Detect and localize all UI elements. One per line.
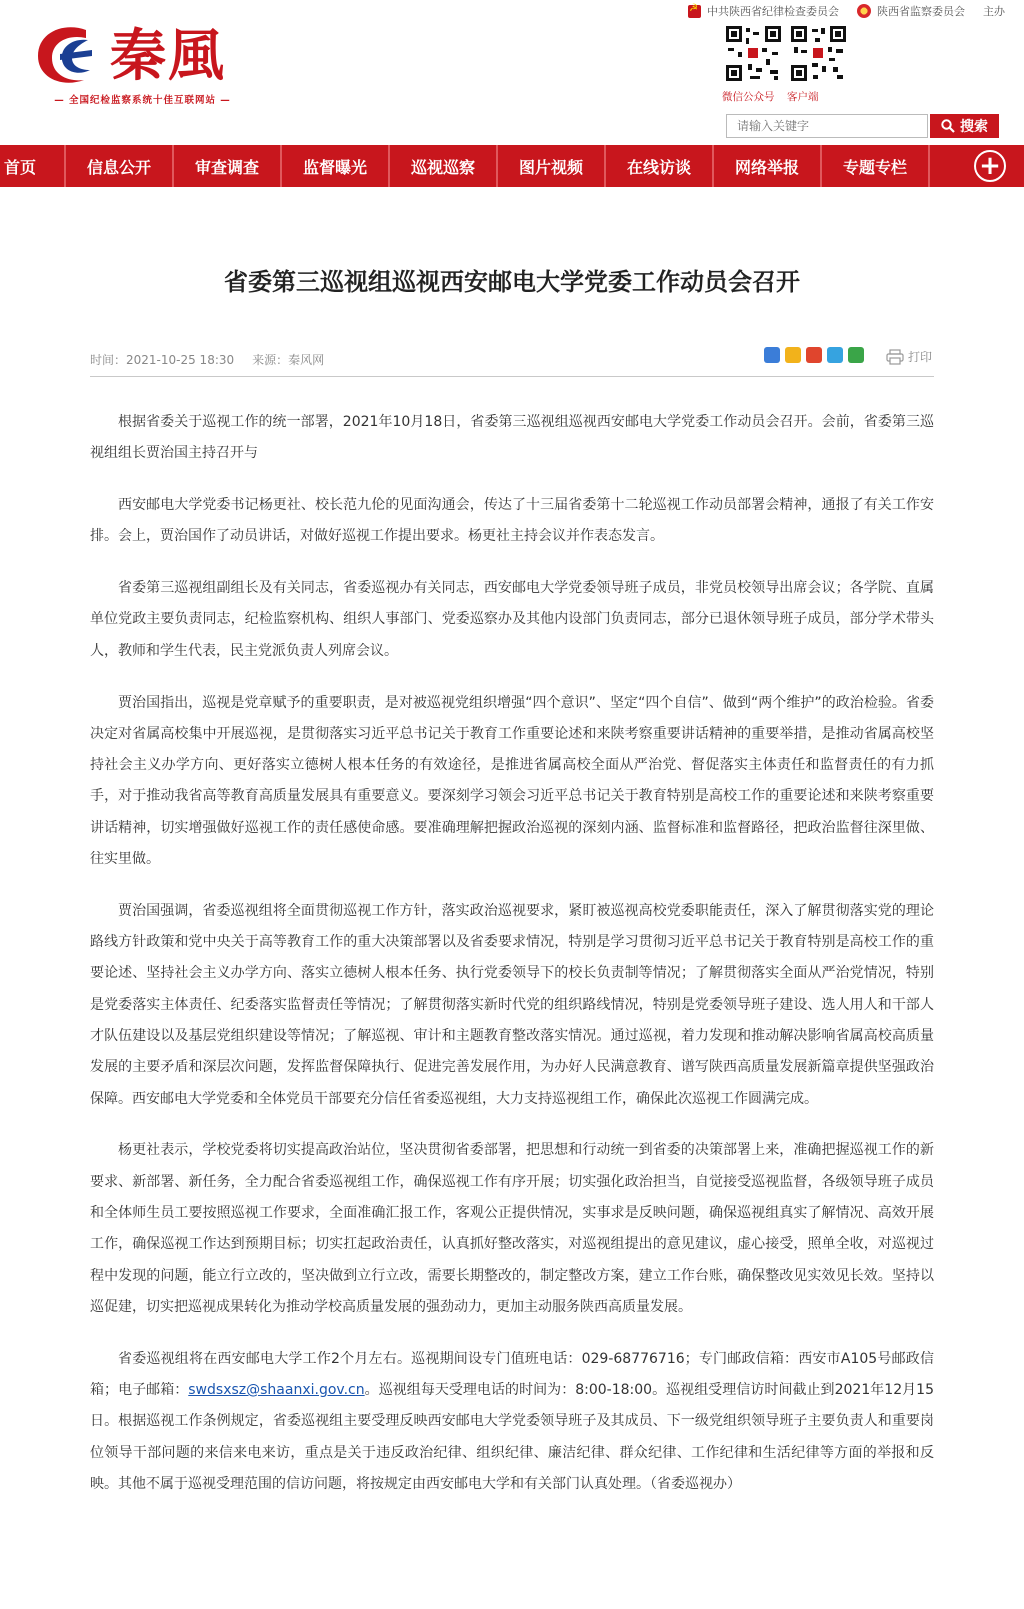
article-meta	[90, 351, 324, 368]
search-input[interactable]	[726, 114, 928, 138]
qr-code-icon	[791, 26, 846, 81]
wechat-qr-label: 微信公众号	[722, 91, 775, 103]
email-link[interactable]: swdsxsz@shaanxi.gov.cn	[188, 1382, 365, 1399]
party-emblem-icon	[688, 5, 701, 18]
logo-slogan: — 全国纪检监察系统十佳互联网站 —	[54, 95, 231, 106]
nav-item-investigation[interactable]: 审查调查	[174, 145, 282, 187]
search-button[interactable]	[930, 114, 999, 138]
article-title: 省委第三巡视组巡视西安邮电大学党委工作动员会召开	[224, 268, 800, 296]
logo-swoosh-icon	[30, 20, 110, 92]
state-emblem-icon	[857, 4, 871, 18]
nav-item-home[interactable]: 首页	[0, 145, 66, 187]
article-source: 来源：秦风网	[252, 353, 325, 367]
article-paragraph: 省委巡视组将在西安邮电大学工作2个月左右。巡视期间设专门值班电话：029-68776716；专门邮政信箱：西安市A105号邮政信箱；电子邮箱：swdsxsz@shaanxi.gov.cn。巡视组每天受理电话的时间为：8:00-18:00。巡视组受理信访时间截止到2021年12月15日。根据巡视工作条例规定，省委巡视组主要受理反映西安邮电大学党委领导班子及其成员、下一级党组织领导班子主要负责人和重要岗位领导干部问题的来信来电来访，重点是关于违反政治纪律、组织纪律、廉洁纪律、群众纪律、工作纪律和生活纪律等方面的举报和反映。其他不属于巡视受理范围的信访问题，将按规定由西安邮电大学和有关部门认真处理。（省委巡视办）	[90, 1350, 934, 1492]
nav-item-online-reporting[interactable]: 网络举报	[714, 145, 822, 187]
sponsor-label: 主办	[983, 5, 1005, 18]
nav-item-supervision-exposure[interactable]: 监督曝光	[282, 145, 390, 187]
article-paragraph: 根据省委关于巡视工作的统一部署，2021年10月18日，省委第三巡视组巡视西安邮电大学党委工作动员会召开。会前，省委第三巡视组组长贾治国主持召开与	[90, 414, 934, 462]
print-button[interactable]: 打印	[886, 348, 932, 365]
share-icon[interactable]	[848, 347, 864, 363]
nav-item-online-interviews[interactable]: 在线访谈	[606, 145, 714, 187]
article-paragraph: 杨更社表示，学校党委将切实提高政治站位，坚决贯彻省委部署，把思想和行动统一到省委的决策部署上来，准确把握巡视工作的新要求、新部署、新任务，全力配合省委巡视组工作，确保巡视工作有序开展；切实强化政治担当，自觉接受巡视监督，各级领导班子成员和全体师生员工要按照巡视工作要求，全面准确汇报工作，客观公正提供情况，实事求是反映问题，确保巡视组真实了解情况、高效开展工作，确保巡视工作达到预期目标；切实扛起政治责任，认真抓好整改落实，对巡视组提出的意见建议，虚心接受，照单全收，对巡视过程中发现的问题，能立行立改的，坚决做到立行立改，需要长期整改的，制定整改方案，建立工作台账，确保整改见实效见长效。坚持以巡促建，切实把巡视成果转化为推动学校高质量发展的强劲动力，更加主动服务陕西高质量发展。	[90, 1142, 934, 1315]
supervision-committee-link[interactable]: 陕西省监察委员会	[857, 3, 965, 19]
share-bar	[764, 347, 864, 363]
qr-code-icon	[726, 26, 781, 81]
main-nav	[0, 145, 1024, 187]
nav-item-special-columns[interactable]: 专题专栏	[822, 145, 930, 187]
publish-time: 时间：2021-10-25 18:30	[90, 353, 235, 367]
divider	[90, 376, 934, 377]
logo-name: 秦風	[110, 23, 226, 89]
nav-item-info-disclosure[interactable]: 信息公开	[66, 145, 174, 187]
share-icon[interactable]	[827, 347, 843, 363]
nav-item-photos-videos[interactable]: 图片视频	[498, 145, 606, 187]
print-icon	[886, 349, 904, 365]
article-paragraph: 西安邮电大学党委书记杨更社、校长范九伦的见面沟通会，传达了十三届省委第十二轮巡视工作动员部署会精神，通报了有关工作安排。会上，贾治国作了动员讲话，对做好巡视工作提出要求。杨更社主持会议并作表态发言。	[90, 497, 934, 545]
site-logo[interactable]	[30, 20, 260, 110]
share-icon[interactable]	[806, 347, 822, 363]
plus-icon[interactable]: +	[974, 150, 1006, 182]
search-icon	[941, 119, 955, 133]
discipline-committee-link[interactable]: ☭ 中共陕西省纪律检查委员会	[688, 3, 839, 19]
nav-item-inspection-tours[interactable]: 巡视巡察	[390, 145, 498, 187]
search-button-label: 搜索	[960, 119, 988, 135]
article-paragraph: 贾治国指出，巡视是党章赋予的重要职责，是对被巡视党组织增强“四个意识”、坚定“四个自信”、做到“两个维护”的政治检验。省委决定对省属高校集中开展巡视，是贯彻落实习近平总书记关于教育工作重要论述和来陕考察重要讲话精神的重要举措，是推动省属高校坚持社会主义办学方向、更好落实立德树人根本任务的有效途径，是推进省属高校全面从严治党、督促落实主体责任和监督责任的有力抓手，对于推动我省高等教育高质量发展具有重要意义。要深刻学习领会习近平总书记关于教育特别是高校工作的重要论述和来陕考察重要讲话精神，切实增强做好巡视工作的责任感使命感。要准确理解把握政治巡视的深刻内涵、监督标准和监督路径，把政治监督往深里做、往实里做。	[90, 694, 934, 868]
article-body	[90, 407, 934, 1521]
app-qr-label: 客户端	[787, 91, 819, 103]
share-icon[interactable]	[764, 347, 780, 363]
share-icon[interactable]	[785, 347, 801, 363]
article-paragraph: 省委第三巡视组副组长及有关同志，省委巡视办有关同志，西安邮电大学党委领导班子成员，非党员校领导出席会议；各学院、直属单位党政主要负责同志，纪检监察机构、组织人事部门、党委巡察办及其他内设部门负责同志，部分已退休领导班子成员，部分学术带头人，教师和学生代表，民主党派负责人列席会议。	[90, 580, 934, 659]
qr-code-group	[726, 26, 846, 81]
article-paragraph: 贾治国强调，省委巡视组将全面贯彻巡视工作方针，落实政治巡视要求，紧盯被巡视高校党委职能责任，深入了解贯彻落实党的理论路线方针政策和党中央关于高等教育工作的重大决策部署以及省委要求情况，特别是学习贯彻习近平总书记关于教育特别是高校工作的重要论述、坚持社会主义办学方向、落实立德树人根本任务、执行党委领导下的校长负责制等情况；了解贯彻落实全面从严治党情况，特别是党委落实主体责任、纪委落实监督责任等情况；了解贯彻落实新时代党的组织路线情况，特别是党委领导班子建设、选人用人和干部人才队伍建设以及基层党组织建设等情况；了解巡视、审计和主题教育整改落实情况。通过巡视，着力发现和推动解决影响省属高校高质量发展的主要矛盾和深层次问题，发挥监督保障执行、促进完善发展作用，为办好人民满意教育、谱写陕西高质量发展新篇章提供坚强政治保障。西安邮电大学党委和全体党员干部要充分信任省委巡视组，大力支持巡视组工作，确保此次巡视工作圆满完成。	[90, 902, 934, 1107]
top-bar	[0, 0, 1024, 22]
